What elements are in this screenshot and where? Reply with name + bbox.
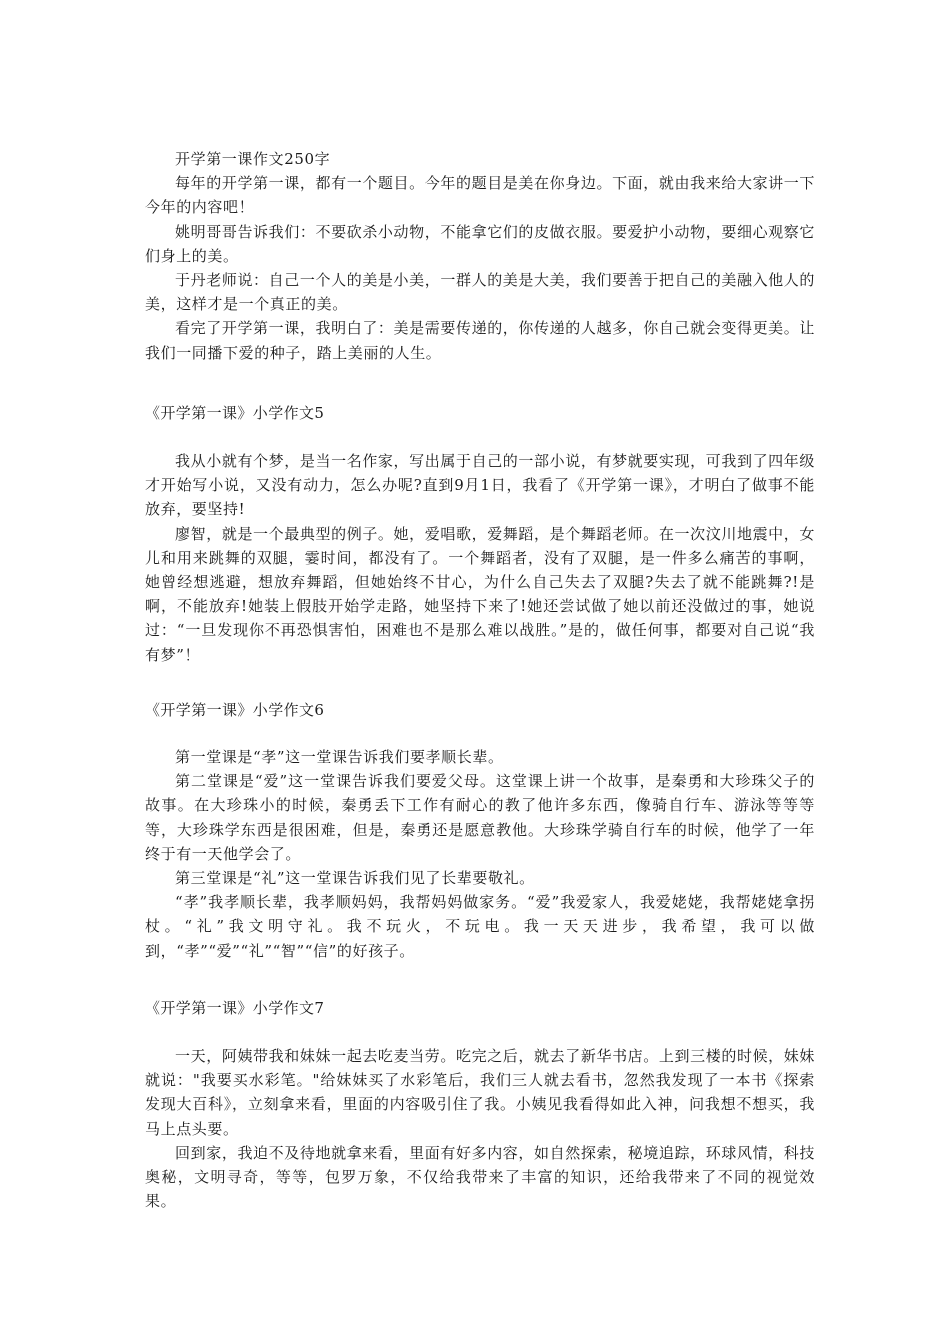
essay-6-heading: 《开学第一课》小学作文6: [145, 701, 325, 719]
essay-7-heading-block: [145, 996, 815, 1020]
essay-5-section: [145, 449, 815, 667]
essay-5-heading-block: [145, 401, 815, 425]
essay-6-heading-block: [145, 698, 815, 722]
essay-7-paragraph-2: 回到家，我迫不及待地就拿来看，里面有好多内容，如自然探索，秘境追踪，环球风情，科技奥秘，文明寻奇，等等，包罗万象，不仅给我带来了丰富的知识，还给我带来了不同的视觉效果。: [145, 1143, 815, 1211]
essay-250-paragraph-4: 看完了开学第一课，我明白了：美是需要传递的，你传递的人越多，你自己就会变得更美。让我们一同播下爱的种子，踏上美丽的人生。: [145, 319, 815, 362]
essay-5-paragraph-1: 我从小就有个梦，是当一名作家，写出属于自己的一部小说，有梦就要实现，可我到了四年级才开始写小说，又没有动力，怎么办呢?直到9月1日，我看了《开学第一课》，才明白了做事不能放弃，要坚持!: [145, 452, 815, 519]
essay-6-paragraph-3: 第三堂课是“礼”这一堂课告诉我们见了长辈要敬礼。: [175, 869, 535, 888]
essay-6-paragraph-2: 第二堂课是“爱”这一堂课告诉我们要爱父母。这堂课上讲一个故事，是秦勇和大珍珠父子的故事。在大珍珠小的时候，秦勇丢下工作有耐心的教了他许多东西，像骑自行车、游泳等等等等，大珍珠学东西是很困难，但是，秦勇还是愿意教他。大珍珠学骑自行车的时候，他学了一年终于有一天他学会了。: [145, 772, 815, 863]
essay-6-paragraph-1: 第一堂课是“孝”这一堂课告诉我们要孝顺长辈。: [175, 748, 504, 766]
essay-250-title: 开学第一课作文250字: [175, 150, 331, 168]
essay-7-section: [145, 1044, 815, 1213]
essay-6-section: [145, 745, 815, 963]
essay-6-paragraph-4: “孝”我孝顺长辈，我孝顺妈妈，我帮妈妈做家务。“爱”我爱家人，我爱姥姥，我帮姥姥拿拐杖。“礼”我文明守礼。我不玩火，不玩电。我一天天进步，我希望，我可以做到，“孝”“爱”“礼”“智”“信”的好孩子。: [145, 893, 815, 960]
essay-5-paragraph-2: 廖智，就是一个最典型的例子。她，爱唱歌，爱舞蹈，是个舞蹈老师。在一次汶川地震中，女儿和用来跳舞的双腿，霎时间，都没有了。一个舞蹈者，没有了双腿，是一件多么痛苦的事啊，她曾经想逃避，想放弃舞蹈，但她始终不甘心，为什么自己失去了双腿?失去了就不能跳舞?!是啊，不能放弃!她装上假肢开始学走路，她坚持下来了!她还尝试做了她以前还没做过的事，她说过：“一旦发现你不再恐惧害怕，困难也不是那么难以战胜。”是的，做任何事，都要对自己说“我有梦”！: [145, 524, 815, 664]
essay-7-heading: 《开学第一课》小学作文7: [145, 999, 325, 1017]
essay-250-section: [145, 147, 815, 365]
essay-7-paragraph-1: 一天，阿姨带我和妹妹一起去吃麦当劳。吃完之后，就去了新华书店。上到三楼的时候，妹妹就说："我要买水彩笔。"给妹妹买了水彩笔后，我们三人就去看书，忽然我发现了一本书《探索发现大百科》，立刻拿来看，里面的内容吸引住了我。小姨见我看得如此入神，问我想不想买，我马上点头要。: [145, 1047, 815, 1138]
essay-5-heading: 《开学第一课》小学作文5: [145, 404, 325, 422]
essay-250-paragraph-3: 于丹老师说：自己一个人的美是小美，一群人的美是大美，我们要善于把自己的美融入他人的美，这样才是一个真正的美。: [145, 271, 815, 314]
essay-250-paragraph-2: 姚明哥哥告诉我们：不要砍杀小动物，不能拿它们的皮做衣服。要爱护小动物，要细心观察它们身上的美。: [145, 222, 815, 265]
essay-250-paragraph-1: 每年的开学第一课，都有一个题目。今年的题目是美在你身边。下面，就由我来给大家讲一下今年的内容吧！: [145, 174, 815, 217]
